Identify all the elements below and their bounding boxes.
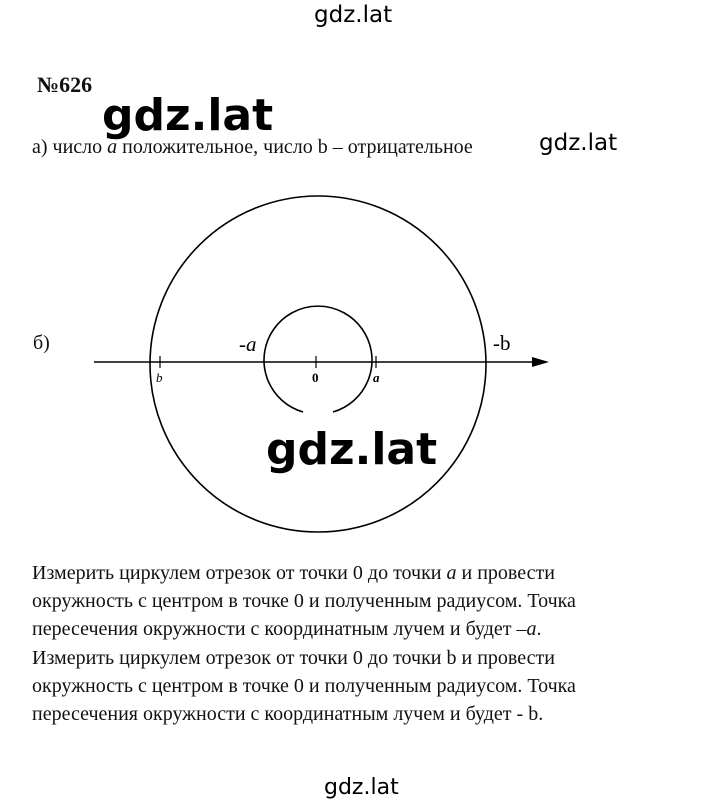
explanation-line: окружность с центром в точке 0 и полученным радиусом. Точка — [32, 674, 576, 697]
part-a-rest: положительное, число b – отрицательное — [117, 136, 473, 158]
text-segment: . — [536, 618, 542, 641]
problem-number: №626 — [37, 72, 93, 97]
tick-zero-label: 0 — [312, 370, 319, 385]
part-b-label: б) — [33, 332, 50, 354]
arrow-head — [532, 357, 549, 367]
tick-b-label: b — [156, 370, 163, 385]
tick-a-label: a — [373, 370, 380, 385]
explanation-line — [32, 559, 712, 587]
watermark-top: gdz.lat — [314, 2, 393, 28]
watermark-right: gdz.lat — [539, 130, 618, 156]
text-segment: пересечения окружности с координатным лучем и будет — [32, 618, 517, 641]
watermark-large-1: gdz.lat — [102, 90, 274, 141]
minus-a-label: -a — [239, 332, 257, 356]
explanation-line: Измерить циркулем отрезок от точки 0 до точки b и провести — [32, 646, 555, 669]
text-segment: и провести — [456, 562, 555, 584]
inner-circle — [264, 306, 372, 412]
explanation-line — [32, 615, 712, 643]
explanation-line: пересечения окружности с координатным лучем и будет - b. — [32, 703, 544, 726]
part-a-prefix: а) число — [32, 136, 108, 158]
explanation-text — [32, 559, 712, 728]
outer-circle — [150, 196, 486, 532]
variable-a: a — [446, 562, 457, 584]
variable-minus-a: –a — [516, 618, 537, 641]
watermark-bottom: gdz.lat — [324, 775, 399, 800]
text-segment: Измерить циркулем отрезок от точки 0 до точки — [32, 562, 447, 584]
explanation-line: окружность с центром в точке 0 и полученным радиусом. Точка — [32, 590, 576, 613]
minus-b-label: -b — [493, 331, 511, 355]
part-a-variable: a — [107, 136, 118, 158]
watermark-large-2: gdz.lat — [266, 424, 438, 475]
